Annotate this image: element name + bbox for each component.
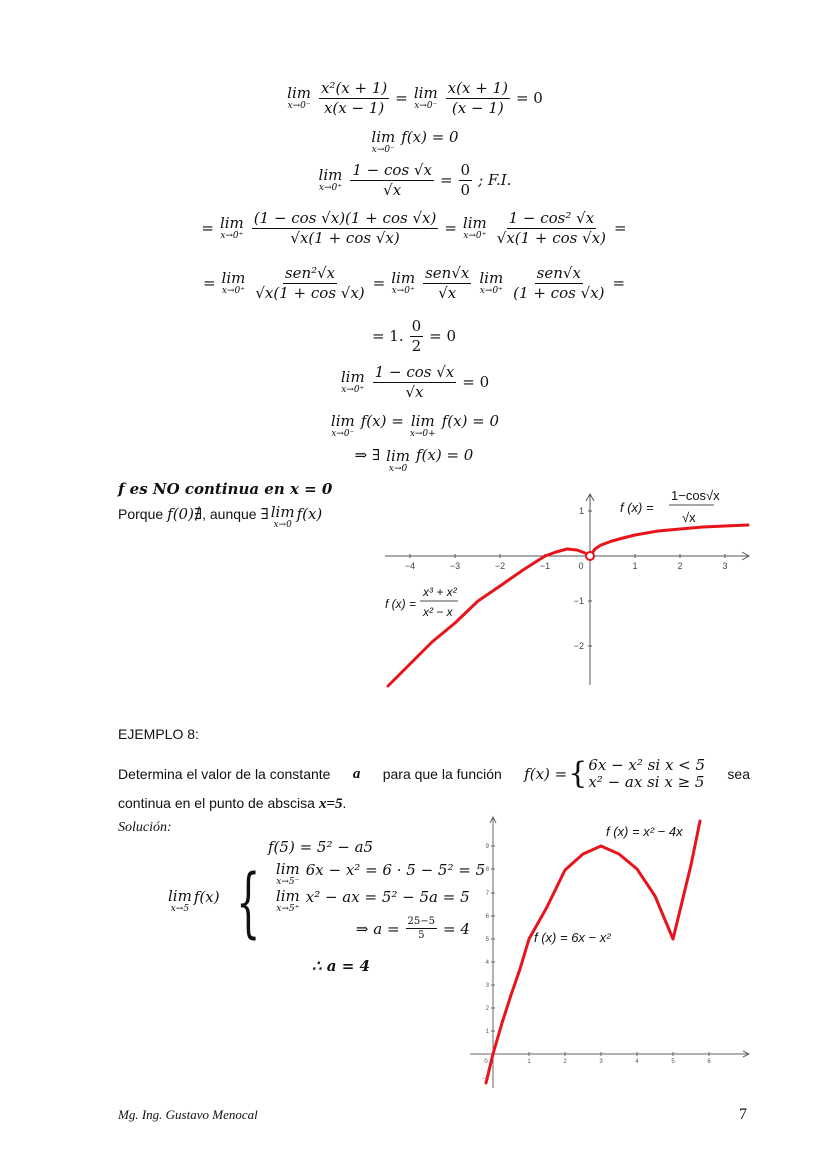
svg-text:f (x) =: f (x) = [620,500,654,515]
y-tick-labels [574,506,592,651]
svg-text:2: 2 [677,561,683,571]
svg-text:1: 1 [485,1029,489,1035]
svg-text:2: 2 [563,1059,567,1065]
svg-text:−3: −3 [449,561,461,571]
svg-text:1: 1 [527,1059,531,1065]
conclusion-reason: Porque f(0)∄, aunque ∃ lim x→0 f(x) [118,503,323,530]
derivation-line-3: lim x→0⁺ $\frac{1 - \cos √x}{√x}$ = $\frac{0}{0}$ ; F.I. [318,161,512,199]
conclusion-title: f es NO continua en x = 0 [118,480,333,498]
svg-text:3: 3 [599,1059,603,1065]
footer-author: Mg. Ing. Gustavo Menocal [118,1107,258,1122]
x-tick-labels [405,554,728,571]
svg-text:4: 4 [485,960,489,966]
lim-label: lim [287,83,311,102]
svg-text:x³ + x²: x³ + x² [423,585,457,599]
graph-piecewise-continuity [465,815,760,1090]
example-heading: EJEMPLO 8: [118,726,199,742]
derivation-line-7: lim x→0⁺ $\frac{1 - \cos √x}{√x}$ = 0 [340,363,490,401]
solution-answer: ∴ a = 4 [312,957,370,975]
solution-limit-system: lim x→5 f(x) { lim x→5⁻ 6x − x² = 6 · 5 − 5² = 5 lim x→5⁺ x² − ax = 5² − 5a = 5 ⇒ a = $\frac{25-5}{5}$ = 4 [168,856,486,946]
derivation-line-4: = lim x→0⁺ $\frac{(1 - \cos √x)(1 + \cos √x)}{√x(1 + \cos √x)}$ = lim x→0⁺ $\frac{\text{1 − cos² √x}}{√x(1 + \cos √x)}$ = [201,209,627,247]
svg-text:−2: −2 [573,641,584,651]
svg-text:0: 0 [578,561,584,571]
svg-text:x² − x: x² − x [423,605,453,619]
curve-label-right [620,488,720,525]
svg-text:5: 5 [671,1059,675,1065]
derivation-line-6: = 1. $\frac{0}{2}$ = 0 [371,317,457,355]
svg-text:1−cos√x: 1−cos√x [671,488,720,503]
graph-limit-at-zero [380,485,760,690]
svg-text:3: 3 [485,983,489,989]
svg-text:1: 1 [632,561,638,571]
svg-text:7: 7 [485,891,489,897]
svg-text:9: 9 [485,844,489,850]
svg-text:6: 6 [485,914,489,920]
svg-text:2: 2 [485,1006,489,1012]
svg-text:f (x) =: f (x) = [385,597,417,611]
curve-label-6x-minus-x2: f (x) = 6x − x² [534,930,611,945]
example-statement-line-2: continua en el punto de abscisa x=5. [118,795,347,812]
solution-f5: f(5) = 5² − a5 [268,838,374,856]
derivation-line-8: lim x→0⁻ f(x) = lim x→0+ f(x) = 0 [330,411,500,439]
curve-label-x2-minus-4x: f (x) = x² − 4x [606,824,683,839]
derivation-line-2: lim x→0⁻ f(x) = 0 [371,127,459,155]
derivation-line-1: lim x→0⁻ $\frac{\text{x²(x + 1)}}{x(x - 1)}$ = lim x→0⁻ $\frac{x(x + 1)}{(x - 1)}$ = 0 [287,79,543,117]
svg-text:3: 3 [722,561,728,571]
svg-text:4: 4 [635,1059,639,1065]
svg-text:−4: −4 [404,561,416,571]
svg-text:1: 1 [578,506,584,516]
page-number: 7 [739,1106,747,1123]
svg-text:0: 0 [484,1059,488,1065]
derivation-line-9: ⇒ ∃ lim x→0 f(x) = 0 [354,446,474,474]
svg-text:−1: −1 [573,596,584,606]
solution-label: Solución: [118,820,172,835]
svg-text:−1: −1 [539,561,551,571]
curve-right-branch [590,525,748,556]
svg-text:5: 5 [485,937,489,943]
curve-left-branch [388,549,590,686]
svg-text:6: 6 [707,1059,711,1065]
svg-text:√x: √x [682,510,696,525]
svg-text:8: 8 [485,867,489,873]
derivation-line-5: = lim x→0⁺ $\frac{\text{sen²√x}}{√x(1 + \cos √x)}$ = lim x→0⁺ $\frac{\text{sen√x}}{√x}$ lim x→0⁺ $\frac{\text{sen√x}}{(1 + \cos √x)}$ = [202,264,626,302]
example-statement-line-1: Determina el valor de la constante a para que la función f(x) = { 6x − x² si x < 5 x² − ax si x ≥ 5 sea [118,756,750,792]
curve-6x-minus-x2 [486,846,673,1083]
svg-text:−1: −1 [482,1076,489,1082]
curve-label-left [385,585,458,619]
open-circle-marker [586,552,594,560]
svg-text:−2: −2 [494,561,506,571]
